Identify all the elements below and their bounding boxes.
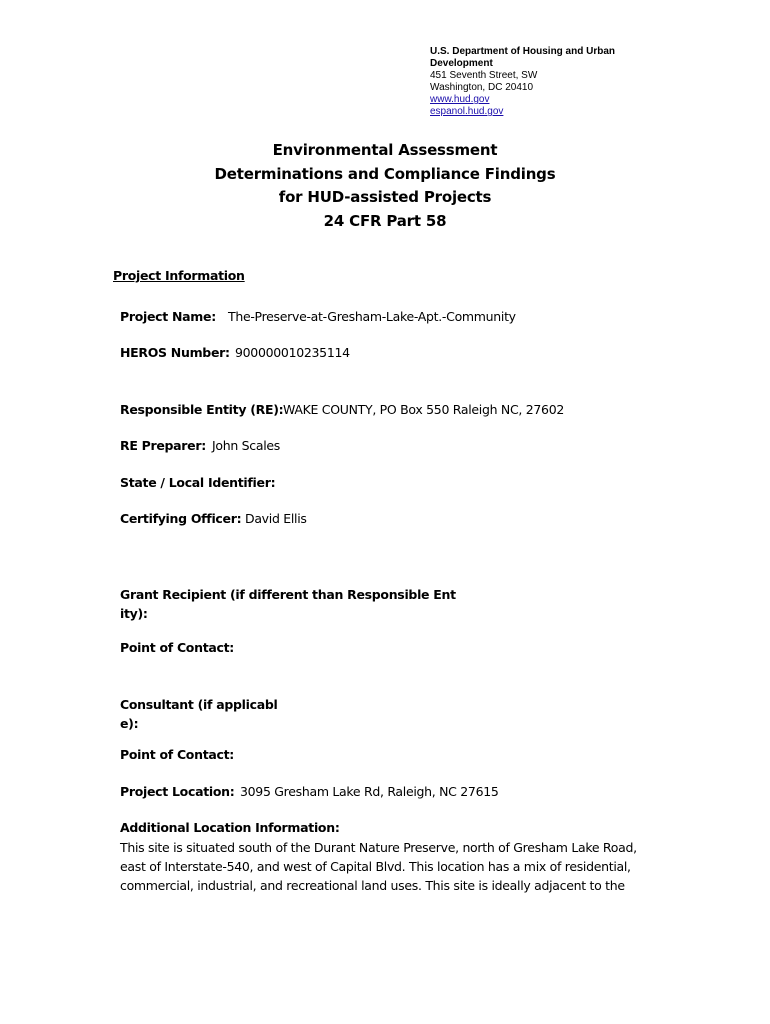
point-of-contact-label-1: Point of Contact: [120,640,234,655]
responsible-entity-value: WAKE COUNTY, PO Box 550 Raleigh NC, 27602 [283,402,564,417]
espanol-website-link[interactable]: espanol.hud.gov [430,106,504,117]
street-address: 451 Seventh Street, SW [430,70,538,81]
city-address: Washington, DC 20410 [430,82,534,93]
state-local-identifier-label: State / Local Identifier: [120,475,276,490]
project-location-value: 3095 Gresham Lake Rd, Raleigh, NC 27615 [240,784,499,799]
project-location-label: Project Location: [120,784,235,799]
section-heading-project-information: Project Information [113,268,245,283]
department-name-line1: U.S. Department of Housing and Urban [430,46,616,57]
re-preparer-label: RE Preparer: [120,438,206,453]
title-line4: 24 CFR Part 58 [323,211,447,230]
hud-address-block [430,46,615,118]
heros-number-label: HEROS Number: [120,345,230,360]
certifying-officer-value: David Ellis [245,511,307,526]
project-name-row [120,309,216,324]
title-line1: Environmental Assessment [272,141,498,159]
additional-location-label: Additional Location Information: [120,820,340,835]
point-of-contact-label-2: Point of Contact: [120,747,234,762]
project-name-value: The-Preserve-at-Gresham-Lake-Apt.-Community [228,309,516,324]
title-line3: for HUD-assisted Projects [278,188,492,206]
title-line2: Determinations and Compliance Findings [214,164,556,183]
project-name-label: Project Name: [120,309,216,324]
department-name-line2: Development [430,58,493,69]
consultant-label: Consultant (if applicabl e): [120,697,278,731]
document-title [0,139,770,233]
hud-website-link[interactable]: www.hud.gov [430,94,490,105]
grant-recipient-label: Grant Recipient (if different than Responsible Ent ity): [120,587,456,621]
additional-location-text: This site is situated south of the Durant Nature Preserve, north of Gresham Lake Road, east of Interstate-540, and west of Capital Blvd. This location has a mix of residential, commercial, industrial, and recreational land uses. This site is ideally adjacent to the [120,840,637,893]
responsible-entity-label: Responsible Entity (RE): [120,402,284,417]
certifying-officer-label: Certifying Officer: [120,511,242,526]
heros-number-value: 900000010235114 [235,345,350,360]
re-preparer-value: John Scales [212,438,280,453]
